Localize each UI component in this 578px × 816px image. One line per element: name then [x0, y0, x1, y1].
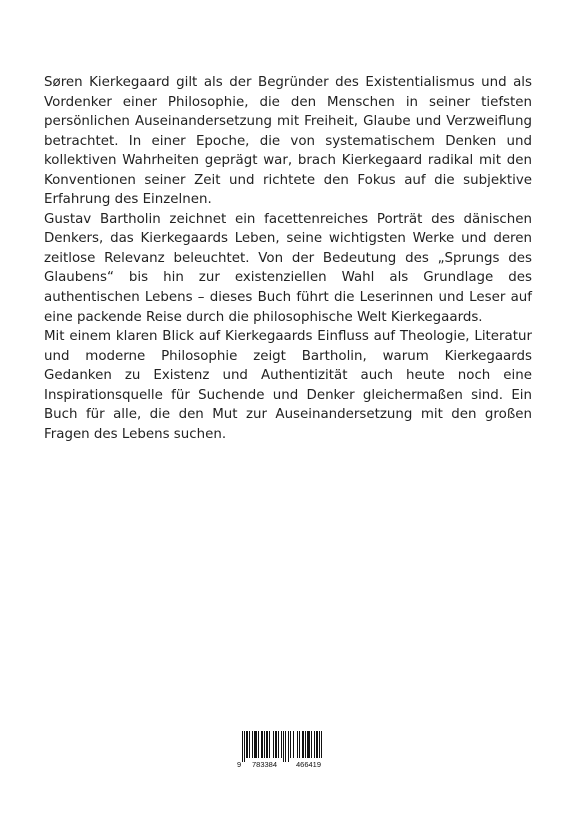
- barcode-bar: [288, 731, 289, 762]
- barcode-bar: [252, 731, 253, 758]
- barcode-bar: [244, 731, 245, 762]
- barcode-bar: [302, 731, 304, 758]
- barcode-bar: [258, 731, 259, 758]
- isbn-barcode: [236, 731, 338, 769]
- barcode-bar: [275, 731, 277, 758]
- barcode-bar: [242, 731, 243, 762]
- barcode-bar: [314, 731, 315, 758]
- barcode-bar: [246, 731, 248, 758]
- barcode-bar: [307, 731, 310, 758]
- blurb-paragraph-1: Søren Kierkegaard gilt als der Begründer des Existentialismus und als Vordenker einer Philosophie, die den Menschen in seiner tiefsten persönlichen Auseinandersetzung mit Freiheit, Glaube und Verzweiflung betrachtet. In einer Epoche, die von systematischem Denken und kollektiven Wahrheiten geprägt war, brach Kierkegaard radikal mit den Konventionen seiner Zeit und richtete den Fokus auf die subjektive Erfahrung des Einzelnen.: [44, 75, 532, 208]
- barcode-left-digits: 783384: [252, 760, 278, 769]
- barcode-bar: [254, 731, 257, 758]
- barcode-bar: [293, 731, 294, 758]
- barcode-bar: [305, 731, 306, 758]
- barcode-bar: [290, 731, 291, 758]
- barcode-bar: [311, 731, 312, 758]
- barcode-bar: [249, 731, 250, 758]
- barcode-bar: [319, 731, 320, 758]
- blurb-paragraph-3: Mit einem klaren Blick auf Kierkegaards Einfluss auf Theologie, Literatur und moderne Philosophie zeigt Bartholin, warum Kierkegaards Gedanken zu Existenz und Authentizität auch heute noch eine Inspirationsquelle für Suchende und Denker gleichermaßen sind. Ein Buch für alle, die den Mut zur Auseinandersetzung mit den großen Fragen des Lebens suchen.: [44, 329, 532, 442]
- blurb-paragraph-2: Gustav Bartholin zeichnet ein facettenreiches Porträt des dänischen Denkers, das Kierkegaards Leben, seine wichtigsten Werke und deren zeitlose Relevanz beleuchtet. Von der Bedeutung des „Sprungs des Glaubens“ bis hin zur existenziellen Wahl als Grundlage des authentischen Lebens – dieses Buch führt die Leserinnen und Leser auf eine packende Reise durch die philosophische Welt Kierkegaards.: [44, 211, 532, 325]
- back-cover-blurb: [44, 73, 532, 444]
- barcode-bars: [242, 731, 322, 762]
- barcode-bar: [316, 731, 318, 758]
- barcode-bar: [321, 731, 322, 758]
- barcode-bar: [281, 731, 282, 758]
- barcode-bar: [269, 731, 270, 758]
- barcode-bar: [299, 731, 300, 758]
- barcode-bar: [264, 731, 265, 758]
- barcode-bar: [297, 731, 298, 758]
- barcode-bar: [261, 731, 263, 758]
- barcode-bar: [273, 731, 274, 758]
- barcode-right-digits: 466419: [296, 760, 322, 769]
- barcode-lead-digit: 9: [237, 760, 242, 769]
- barcode-bar: [285, 731, 286, 762]
- barcode-bar: [283, 731, 284, 762]
- barcode-bar: [278, 731, 279, 758]
- barcode-bar: [266, 731, 268, 758]
